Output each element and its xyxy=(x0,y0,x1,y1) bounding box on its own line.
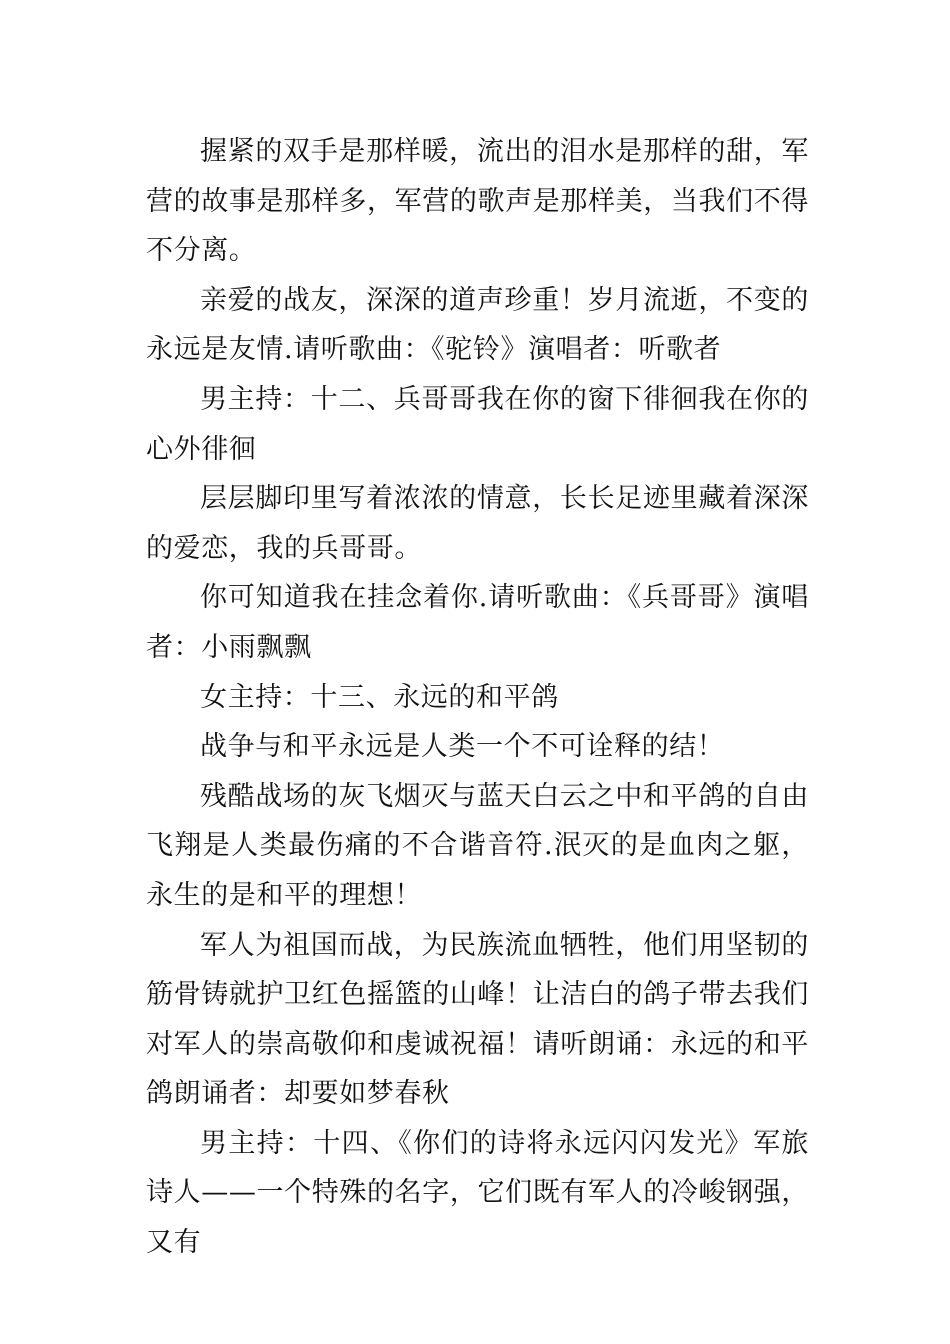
paragraph: 层层脚印里写着浓浓的情意，长长足迹里藏着深深的爱恋，我的兵哥哥。 xyxy=(146,483,809,564)
paragraph: 握紧的双手是那样暖，流出的泪水是那样的甜，军营的故事是那样多，军营的歌声是那样美，当我们不得不分离。 xyxy=(146,136,809,267)
paragraph: 军人为祖国而战，为民族流血牺牲，他们用坚韧的筋骨铸就护卫红色摇篮的山峰！让洁白的鸽子带去我们对军人的崇高敬仰和虔诚祝福！请听朗诵：永远的和平鸽朗诵者：却要如梦春秋 xyxy=(146,929,809,1110)
paragraph: 女主持：十三、永远的和平鸽 xyxy=(200,681,559,713)
paragraph: 男主持：十四、《你们的诗将永远闪闪发光》军旅诗人——一个特殊的名字，它们既有军人的冷峻钢强，又有 xyxy=(146,1127,809,1259)
paragraph: 战争与和平永远是人类一个不可诠释的结！ xyxy=(200,731,725,763)
paragraph: 男主持：十二、兵哥哥我在你的窗下徘徊我在你的心外徘徊 xyxy=(146,383,809,465)
document-body xyxy=(146,127,809,1268)
paragraph: 亲爱的战友，深深的道声珍重！岁月流逝，不变的永远是友情.请听歌曲：《驼铃》演唱者：听歌者 xyxy=(146,284,809,366)
paragraph: 你可知道我在挂念着你.请听歌曲：《兵哥哥》演唱者：小雨飘飘 xyxy=(146,582,809,663)
paragraph: 残酷战场的灰飞烟灭与蓝天白云之中和平鸽的自由飞翔是人类最伤痛的不合谐音符.泯灭的是血肉之躯，永生的是和平的理想！ xyxy=(146,780,809,911)
